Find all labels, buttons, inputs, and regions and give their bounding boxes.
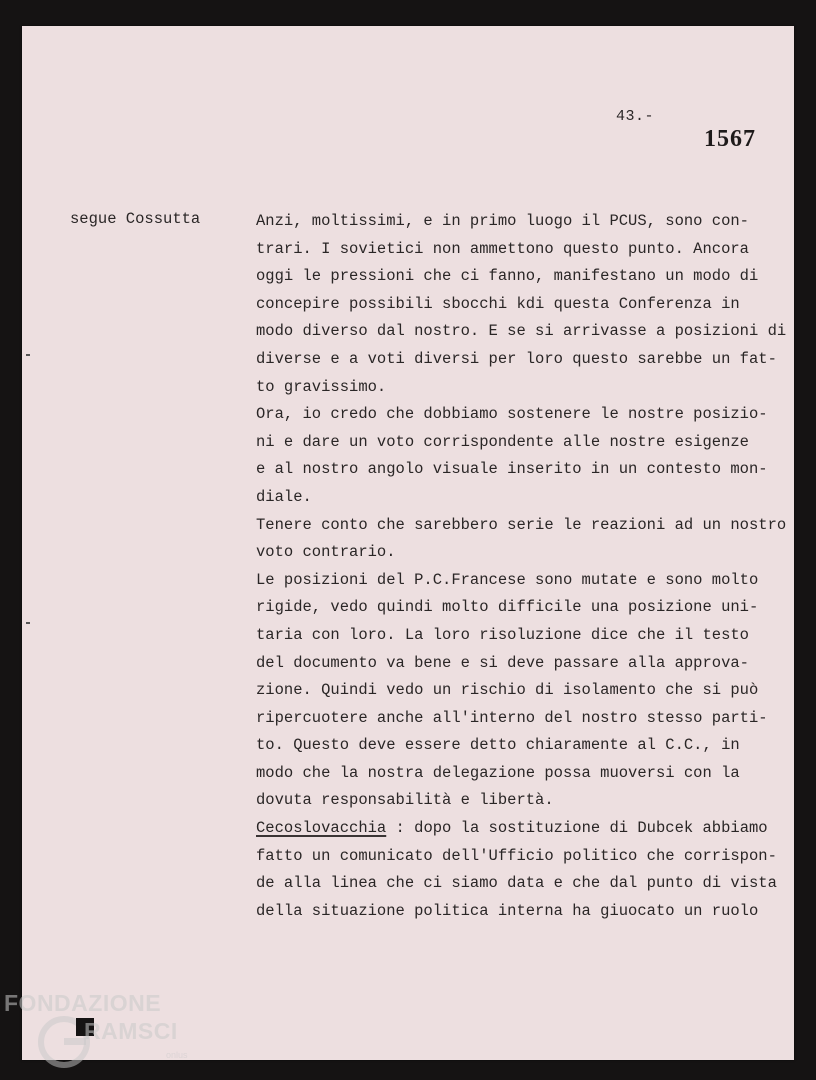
text-line: trari. I sovietici non ammettono questo punto. Ancora [256,239,749,258]
text-line-cecoslovacchia [256,817,794,845]
margin-mark [26,622,30,624]
text-line: della situazione politica interna ha giuocato un ruolo [256,901,759,920]
text-line: Anzi, moltissimi, e in primo luogo il PCUS, sono con- [256,212,749,230]
document-page [22,26,794,1060]
text-line: Tenere conto che sarebbero serie le reazioni ad un nostro [256,515,787,534]
text-line: de alla linea che ci siamo data e che dal punto di vista [256,874,777,893]
text-line: to. Questo deve essere detto chiaramente al C.C., in [256,736,740,755]
text-line: oggi le pressioni che ci fanno, manifestano un modo di [256,267,759,286]
text-line: Ora, io credo che dobbiamo sostenere le nostre posizio- [256,405,768,424]
fondazione-gramsci-watermark [4,990,204,1070]
text-line: dovuta responsabilità e libertà. [256,791,554,810]
text-line: diverse e a voti diversi per loro questo sarebbe un fat- [256,349,777,368]
text-line: Le posizioni del P.C.Francese sono mutate e sono molto [256,570,759,589]
text-line: modo diverso dal nostro. E se si arrivasse a posizioni di [256,322,787,341]
text-line: modo che la nostra delegazione possa muoversi con la [256,763,740,782]
margin-mark [26,354,30,356]
watermark-line2: RAMSCI [84,1018,178,1044]
text-line: zione. Quindi vedo un rischio di isolamento che si può [256,681,759,700]
text-line: taria con loro. La loro risoluzione dice che il testo [256,625,749,644]
text-line: fatto un comunicato dell'Ufficio politico che corrispon- [256,846,777,865]
text-line: ripercuotere anche all'interno del nostro stesso parti- [256,708,768,727]
cecoslovacchia-heading: Cecoslovacchia [256,819,387,838]
text-line: del documento va bene e si deve passare alla approva- [256,653,749,672]
text-line: concepire possibili sbocchi kdi questa Conferenza in [256,294,740,313]
speaker-label: segue Cossutta [70,210,201,228]
text-line: diale. [256,487,312,506]
watermark-line1: FONDAZIONE [4,990,162,1016]
cecoslovacchia-text: : dopo la sostituzione di Dubcek abbiamo [386,819,768,838]
text-line: rigide, vedo quindi molto difficile una posizione uni- [256,598,759,617]
text-line: ni e dare un voto corrispondente alle nostre esigenze [256,432,749,451]
watermark-sub: onlus [166,1050,188,1060]
text-line: to gravissimo. [256,377,387,396]
page-number: 43.- [616,108,655,125]
text-line: voto contrario. [256,543,396,562]
archive-number: 1567 [704,126,756,152]
text-line: e al nostro angolo visuale inserito in un contesto mon- [256,460,768,479]
body-text [256,210,794,927]
